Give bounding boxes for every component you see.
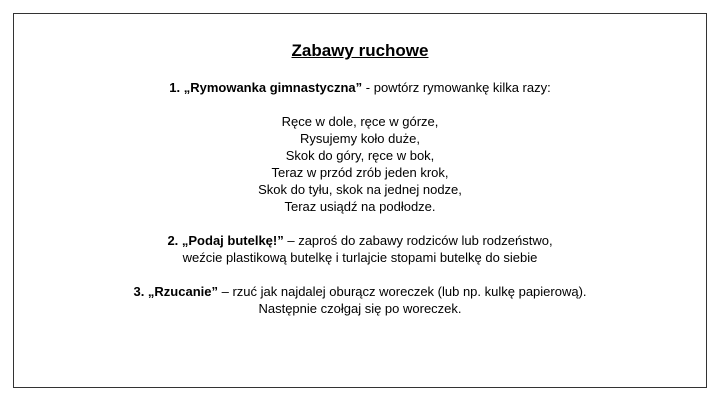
item-2-text: – zaproś do zabawy rodziców lub rodzeństwo, — [283, 233, 553, 248]
item-3 — [14, 283, 706, 317]
item-2-line-2: weźcie plastikową butelkę i turlajcie stopami butelkę do siebie — [182, 250, 538, 265]
item-1-heading: 1. „Rymowanka gimnastyczna” — [169, 80, 363, 95]
item-3-heading: 3. „Rzucanie” — [133, 284, 218, 299]
item-3-line-2: Następnie czołgaj się po woreczek. — [258, 301, 462, 316]
rhyme-block — [14, 113, 706, 215]
slide — [13, 13, 707, 388]
item-1-text: - powtórz rymowankę kilka razy: — [362, 80, 551, 95]
slide-content — [14, 41, 706, 317]
item-2-heading: 2. „Podaj butelkę!” — [167, 233, 284, 248]
item-2 — [14, 232, 706, 266]
rhyme-line: Ręce w dole, ręce w górze, — [281, 114, 439, 129]
page-title: Zabawy ruchowe — [291, 41, 429, 60]
rhyme-line: Rysujemy koło duże, — [300, 131, 420, 146]
item-1 — [14, 79, 706, 96]
rhyme-line: Skok do góry, ręce w bok, — [285, 148, 435, 163]
item-3-text: – rzuć jak najdalej oburącz woreczek (lub np. kulkę papierową). — [218, 284, 587, 299]
rhyme-line: Skok do tyłu, skok na jednej nodze, — [258, 182, 462, 197]
rhyme-line: Teraz w przód zrób jeden krok, — [271, 165, 449, 180]
rhyme-line: Teraz usiądź na podłodze. — [284, 199, 436, 214]
